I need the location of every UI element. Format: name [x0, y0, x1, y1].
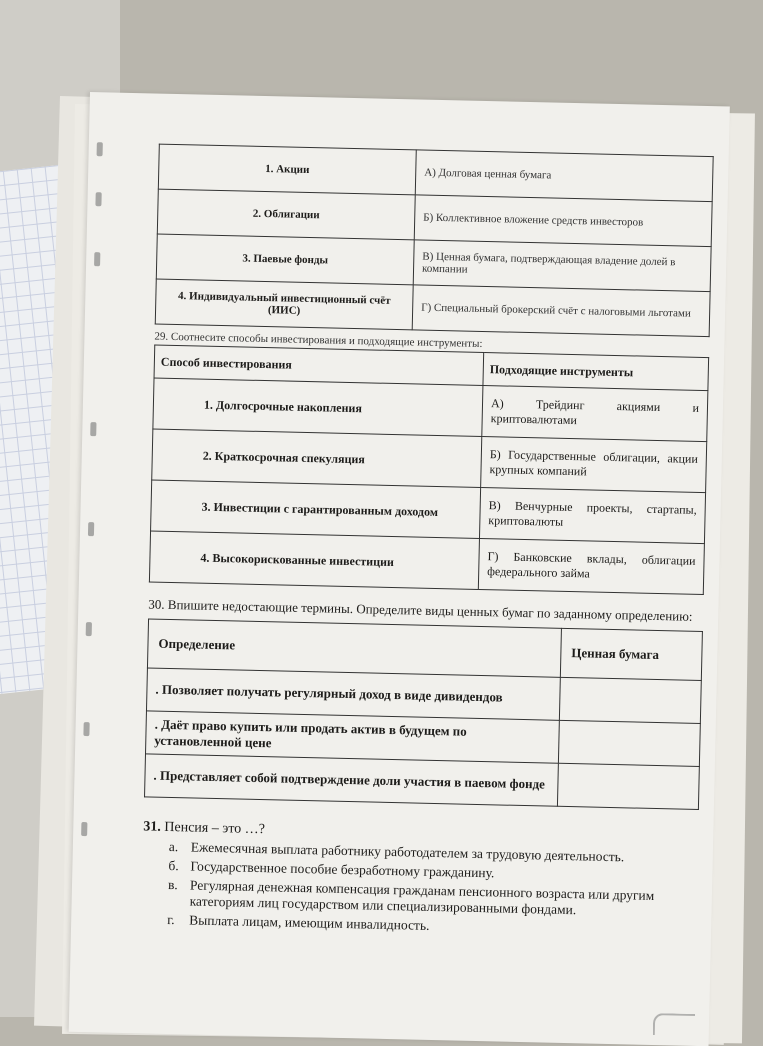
- punch-hole: [81, 822, 87, 836]
- matching-table-securities: [155, 144, 714, 338]
- column-header-definition: Определение: [147, 619, 561, 677]
- option-marker: б.: [168, 857, 179, 874]
- question-30-text: 30. Впишите недостающие термины. Определите виды ценных бумаг по заданному определению:: [148, 596, 693, 624]
- answer-cell[interactable]: [558, 720, 700, 766]
- punch-hole: [95, 192, 101, 206]
- securities-definition-table: [144, 618, 703, 810]
- table-cell-right: В) Венчурные проекты, стартапы, криптовалюты: [479, 487, 705, 543]
- table-cell-left: 3. Паевые фонды: [156, 234, 414, 285]
- definition-cell: . Позволяет получать регулярный доход в виде дивидендов: [146, 668, 560, 720]
- table-cell-right: Б) Коллективное вложение средств инвесторов: [414, 195, 712, 247]
- column-header-method: Способ инвестирования: [154, 345, 484, 385]
- punch-hole: [90, 422, 96, 436]
- matching-table-investing: [149, 345, 709, 596]
- definition-cell: . Представляет собой подтверждение доли участия в паевом фонде: [145, 754, 559, 806]
- table-cell-right: Б) Государственные облигации, акции крупных компаний: [481, 436, 707, 492]
- punch-hole: [83, 722, 89, 736]
- punch-hole: [88, 522, 94, 536]
- table-cell-right: Г) Специальный брокерский счёт с налоговыми льготами: [412, 285, 710, 337]
- table-cell-left: 4. Высокорискованные инвестиции: [149, 531, 479, 589]
- column-header-tools: Подходящие инструменты: [483, 352, 709, 390]
- punch-hole: [94, 252, 100, 266]
- column-header-security: Ценная бумага: [560, 628, 702, 680]
- question-29-caption: 29. Соотнесите способы инвестирования и подходящие инструменты:: [154, 330, 483, 350]
- option-text: Государственное пособие безработному гражданину.: [190, 858, 495, 881]
- table-cell-left: 1. Долгосрочные накопления: [153, 378, 483, 436]
- table-cell-left: 2. Краткосрочная спекуляция: [152, 429, 482, 487]
- punch-hole: [97, 142, 103, 156]
- table-cell-right: В) Ценная бумага, подтверждающая владение долей в компании: [413, 240, 711, 292]
- table-cell-left: 4. Индивидуальный инвестиционный счёт (ИИС): [155, 279, 413, 330]
- option-marker: а.: [168, 838, 179, 855]
- table-cell-left: 2. Облигации: [157, 189, 415, 240]
- paper-sheet: [69, 92, 730, 1046]
- option-text: Выплата лицам, имеющим инвалидность.: [189, 912, 430, 933]
- option-text: Ежемесячная выплата работнику работодателем за трудовую деятельность.: [190, 839, 625, 865]
- table-cell-right: А) Трейдинг акциями и криптовалютами: [482, 385, 708, 441]
- punch-hole: [86, 622, 92, 636]
- page-curl: [653, 1013, 695, 1036]
- option-marker: г.: [167, 911, 175, 928]
- question-number: 31.: [143, 819, 162, 835]
- table-cell-right: А) Долговая ценная бумага: [415, 150, 713, 202]
- option-marker: в.: [167, 876, 178, 893]
- definition-cell: . Даёт право купить или продать актив в будущем по установленной цене: [145, 711, 559, 763]
- answer-cell[interactable]: [557, 763, 699, 809]
- option-text: Регулярная денежная компенсация гражданам пенсионного возраста или другим категориям лиц государством или специализированными фондами.: [189, 877, 655, 918]
- table-cell-right: Г) Банковские вклады, облигации федерального займа: [478, 538, 704, 594]
- table-cell-left: 1. Акции: [158, 144, 416, 195]
- question-text: Пенсия – это …?: [164, 819, 266, 838]
- table-cell-left: 3. Инвестиции с гарантированным доходом: [151, 480, 481, 538]
- worksheet-content: [141, 144, 714, 940]
- answer-cell[interactable]: [559, 677, 701, 723]
